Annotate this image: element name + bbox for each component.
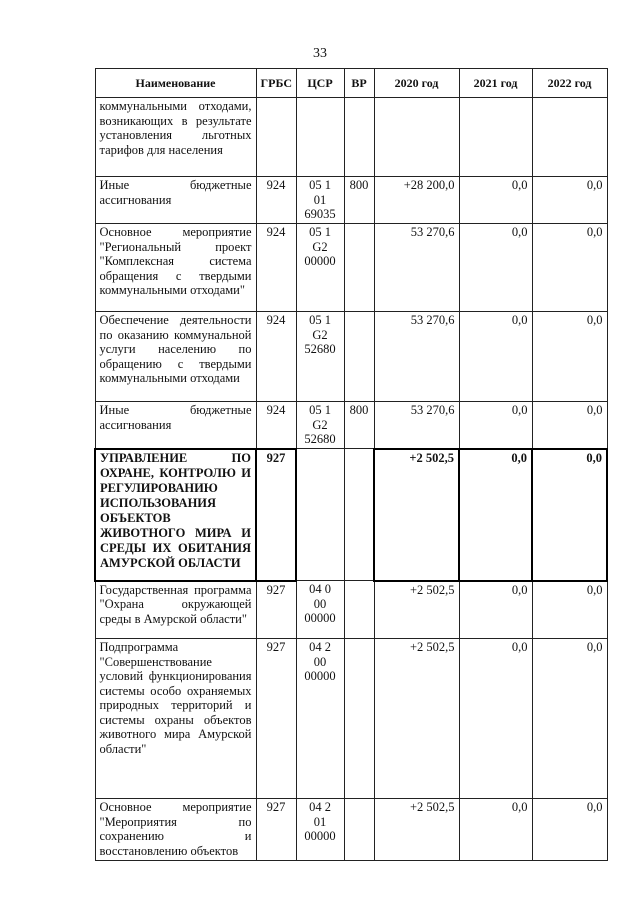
row-csr: 04 2 01 00000 xyxy=(296,799,344,861)
row-2020: +28 200,0 xyxy=(374,177,459,224)
row-name: Обеспечение деятельности по оказанию коммунальной услуги населению по обращению с твердыми коммунальными отходами xyxy=(95,312,256,402)
row-name: коммунальными отходами, возникающих в результате установления льготных тарифов для населения xyxy=(95,98,256,177)
row-csr: 05 1 G2 00000 xyxy=(296,224,344,312)
budget-table xyxy=(94,68,608,861)
table-body xyxy=(95,98,607,861)
row-grbs: 927 xyxy=(256,581,296,639)
table-row xyxy=(95,402,607,449)
row-2021: 0,0 xyxy=(459,224,532,312)
row-name: Основное мероприятие "Мероприятия по сохранению и восстановлению объектов xyxy=(95,799,256,861)
table-row xyxy=(95,177,607,224)
row-grbs: 927 xyxy=(256,639,296,799)
column-header-vr: ВР xyxy=(344,69,374,98)
row-grbs: 927 xyxy=(256,799,296,861)
row-csr: 05 1 01 69035 xyxy=(296,177,344,224)
row-2021: 0,0 xyxy=(459,312,532,402)
row-2021: 0,0 xyxy=(459,177,532,224)
table-header-row xyxy=(95,69,607,98)
row-2022: 0,0 xyxy=(532,449,607,581)
row-name: УПРАВЛЕНИЕ ПО ОХРАНЕ, КОНТРОЛЮ И РЕГУЛИРОВАНИЮ ИСПОЛЬЗОВАНИЯ ОБЪЕКТОВ ЖИВОТНОГО МИРА И СРЕДЫ ИХ ОБИТАНИЯ АМУРСКОЙ ОБЛАСТИ xyxy=(95,449,256,581)
row-2022 xyxy=(532,98,607,177)
table-row xyxy=(95,312,607,402)
row-grbs: 924 xyxy=(256,224,296,312)
row-2020: 53 270,6 xyxy=(374,402,459,449)
row-csr: 05 1 G2 52680 xyxy=(296,402,344,449)
row-2022: 0,0 xyxy=(532,312,607,402)
row-2022: 0,0 xyxy=(532,402,607,449)
column-header-2022: 2022 год xyxy=(532,69,607,98)
row-grbs: 924 xyxy=(256,177,296,224)
row-2022: 0,0 xyxy=(532,639,607,799)
row-name: Иные бюджетные ассигнования xyxy=(95,177,256,224)
row-vr xyxy=(344,799,374,861)
row-vr xyxy=(344,98,374,177)
row-name: Иные бюджетные ассигнования xyxy=(95,402,256,449)
row-vr xyxy=(344,224,374,312)
page-number: 33 xyxy=(313,46,327,61)
table-row xyxy=(95,581,607,639)
column-header-csr: ЦСР xyxy=(296,69,344,98)
row-grbs: 927 xyxy=(256,449,296,581)
row-2020: +2 502,5 xyxy=(374,799,459,861)
row-2020 xyxy=(374,98,459,177)
row-2021: 0,0 xyxy=(459,449,532,581)
row-vr: 800 xyxy=(344,177,374,224)
row-grbs xyxy=(256,98,296,177)
row-grbs: 924 xyxy=(256,312,296,402)
column-header-grbs: ГРБС xyxy=(256,69,296,98)
table-row xyxy=(95,98,607,177)
row-csr xyxy=(296,449,344,581)
row-2022: 0,0 xyxy=(532,224,607,312)
row-2020: 53 270,6 xyxy=(374,312,459,402)
table-row xyxy=(95,449,607,581)
table-row xyxy=(95,799,607,861)
column-header-name: Наименование xyxy=(95,69,256,98)
row-2021: 0,0 xyxy=(459,639,532,799)
row-vr xyxy=(344,639,374,799)
row-2022: 0,0 xyxy=(532,581,607,639)
row-2022: 0,0 xyxy=(532,177,607,224)
row-2020: +2 502,5 xyxy=(374,581,459,639)
row-vr xyxy=(344,312,374,402)
row-2022: 0,0 xyxy=(532,799,607,861)
row-vr: 800 xyxy=(344,402,374,449)
row-name: Государственная программа "Охрана окружающей среды в Амурской области" xyxy=(95,581,256,639)
row-csr: 05 1 G2 52680 xyxy=(296,312,344,402)
row-csr: 04 0 00 00000 xyxy=(296,581,344,639)
table-row xyxy=(95,639,607,799)
row-csr xyxy=(296,98,344,177)
row-2020: +2 502,5 xyxy=(374,639,459,799)
row-name: Основное мероприятие "Региональный проект "Комплексная система обращения с твердыми коммунальными отходами" xyxy=(95,224,256,312)
row-2021 xyxy=(459,98,532,177)
table-row xyxy=(95,224,607,312)
row-name: Подпрограмма "Совершенствование условий функционирования системы особо охраняемых природных территорий и системы охраны объектов животного мира Амурской области" xyxy=(95,639,256,799)
row-vr xyxy=(344,581,374,639)
column-header-2021: 2021 год xyxy=(459,69,532,98)
row-2021: 0,0 xyxy=(459,581,532,639)
row-2021: 0,0 xyxy=(459,402,532,449)
column-header-2020: 2020 год xyxy=(374,69,459,98)
row-csr: 04 2 00 00000 xyxy=(296,639,344,799)
row-2020: 53 270,6 xyxy=(374,224,459,312)
row-grbs: 924 xyxy=(256,402,296,449)
row-vr xyxy=(344,449,374,581)
row-2021: 0,0 xyxy=(459,799,532,861)
row-2020: +2 502,5 xyxy=(374,449,459,581)
